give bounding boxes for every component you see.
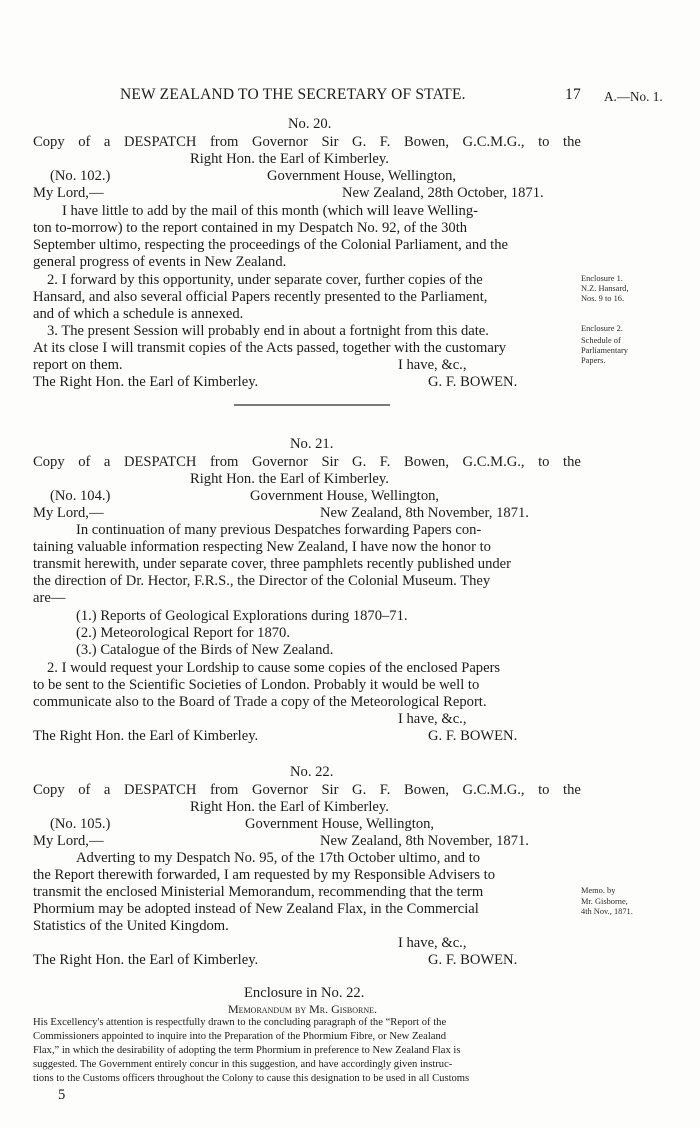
despatch-address-line-2: New Zealand, 8th November, 1871. <box>320 505 529 521</box>
salutation: My Lord,— <box>33 505 104 521</box>
despatch-number: No. 21. <box>290 436 334 452</box>
body-line: Statistics of the United Kingdom. <box>33 918 229 934</box>
despatch-heading: Copy of a DESPATCH from Governor Sir G. F. Bowen, G.C.M.G., to the <box>33 782 581 798</box>
running-title: NEW ZEALAND TO THE SECRETARY OF STATE. <box>120 86 466 103</box>
margin-note: Schedule of <box>581 336 621 345</box>
despatch-recipient: Right Hon. the Earl of Kimberley. <box>190 471 389 487</box>
body-line: report on them. <box>33 357 123 373</box>
body-line: the direction of Dr. Hector, F.R.S., the Director of the Colonial Museum. They <box>33 573 491 589</box>
signature: G. F. BOWEN. <box>428 728 518 744</box>
enclosure-line: suggested. The Government entirely concur in this suggestion, and have accordingly given instruc- <box>33 1059 453 1070</box>
despatch-number: No. 22. <box>290 764 334 780</box>
section-divider <box>234 404 390 406</box>
closing: I have, &c., <box>398 357 467 373</box>
signature: G. F. BOWEN. <box>428 374 518 390</box>
body-line: 2. I forward by this opportunity, under separate cover, further copies of the <box>47 272 483 288</box>
despatch-address-line-2: New Zealand, 28th October, 1871. <box>342 185 544 201</box>
body-line: In continuation of many previous Despatches forwarding Papers con- <box>76 522 482 538</box>
margin-note: Mr. Gisborne, <box>581 897 628 906</box>
margin-note: 4th Nov., 1871. <box>581 907 633 916</box>
despatch-heading: Copy of a DESPATCH from Governor Sir G. F. Bowen, G.C.M.G., to the <box>33 454 581 470</box>
despatch-recipient: Right Hon. the Earl of Kimberley. <box>190 151 389 167</box>
body-line: Adverting to my Despatch No. 95, of the 17th October ultimo, and to <box>76 850 481 866</box>
margin-note: Parliamentary <box>581 346 628 355</box>
list-item: (1.) Reports of Geological Explorations during 1870–71. <box>76 608 408 624</box>
enclosure-line: Flax,” in which the desirability of adopting the term Phormium in preference to New Zealand Flax is <box>33 1045 461 1056</box>
margin-note: Enclosure 1. <box>581 274 623 283</box>
despatch-number: No. 20. <box>288 116 332 132</box>
addressee: The Right Hon. the Earl of Kimberley. <box>33 952 259 968</box>
closing: I have, &c., <box>398 935 467 951</box>
body-line: 2. I would request your Lordship to cause some copies of the enclosed Papers <box>47 660 501 676</box>
body-line: I have little to add by the mail of this month (which will leave Welling- <box>62 203 479 219</box>
margin-note: Memo. by <box>581 886 616 895</box>
addressee: The Right Hon. the Earl of Kimberley. <box>33 728 259 744</box>
margin-note: Papers. <box>581 356 606 365</box>
despatch-heading: Copy of a DESPATCH from Governor Sir G. F. Bowen, G.C.M.G., to the <box>33 134 581 150</box>
body-line: At its close I will transmit copies of the Acts passed, together with the customary <box>33 340 506 356</box>
enclosure-subtitle: Memorandum by Mr. Gisborne. <box>228 1002 378 1016</box>
body-line: ton to-morrow) to the report contained in my Despatch No. 92, of the 30th <box>33 220 468 236</box>
enclosure-line: tions to the Customs officers throughout the Colony to cause this designation to be used in all Customs <box>33 1073 470 1084</box>
enclosure-line: Commissioners appointed to inquire into the Preparation of the Phormium Fibre, or New Zealand <box>33 1031 447 1042</box>
despatch-ref-number: (No. 102.) <box>50 168 111 184</box>
body-line: transmit herewith, under separate cover, three pamphlets recently published under <box>33 556 511 572</box>
page-number: 17 <box>565 86 581 103</box>
despatch-address-line-1: Government House, Wellington, <box>245 816 435 832</box>
margin-note: N.Z. Hansard, <box>581 284 629 293</box>
salutation: My Lord,— <box>33 185 104 201</box>
body-line: are— <box>33 590 66 606</box>
addressee: The Right Hon. the Earl of Kimberley. <box>33 374 259 390</box>
body-line: September ultimo, respecting the proceedings of the Colonial Parliament, and the <box>33 237 508 253</box>
enclosure-title: Enclosure in No. 22. <box>244 985 365 1001</box>
despatch-ref-number: (No. 104.) <box>50 488 111 504</box>
body-line: the Report therewith forwarded, I am requested by my Responsible Advisers to <box>33 867 496 883</box>
body-line: to be sent to the Scientific Societies of London. Probably it would be well to <box>33 677 480 693</box>
margin-note: Nos. 9 to 16. <box>581 294 625 303</box>
body-line: 3. The present Session will probably end in about a fortnight from this date. <box>47 323 489 339</box>
despatch-address-line-1: Government House, Wellington, <box>250 488 440 504</box>
signature: G. F. BOWEN. <box>428 952 518 968</box>
body-line: and of which a schedule is annexed. <box>33 306 244 322</box>
body-line: taining valuable information respecting New Zealand, I have now the honor to <box>33 539 491 555</box>
list-item: (2.) Meteorological Report for 1870. <box>76 625 290 641</box>
closing: I have, &c., <box>398 711 467 727</box>
salutation: My Lord,— <box>33 833 104 849</box>
despatch-recipient: Right Hon. the Earl of Kimberley. <box>190 799 389 815</box>
signature-mark: 5 <box>58 1087 66 1103</box>
body-line: Phormium may be adopted instead of New Zealand Flax, in the Commercial <box>33 901 479 917</box>
document-reference: A.—No. 1. <box>604 89 663 104</box>
despatch-address-line-1: Government House, Wellington, <box>267 168 457 184</box>
body-line: transmit the enclosed Ministerial Memorandum, recommending that the term <box>33 884 484 900</box>
list-item: (3.) Catalogue of the Birds of New Zealand. <box>76 642 334 658</box>
despatch-address-line-2: New Zealand, 8th November, 1871. <box>320 833 529 849</box>
body-line: communicate also to the Board of Trade a copy of the Meteorological Report. <box>33 694 487 710</box>
enclosure-line: His Excellency's attention is respectfully drawn to the concluding paragraph of the “Report of the <box>33 1017 447 1028</box>
despatch-ref-number: (No. 105.) <box>50 816 111 832</box>
margin-note: Enclosure 2. <box>581 324 623 333</box>
body-line: general progress of events in New Zealand. <box>33 254 287 270</box>
body-line: Hansard, and also several official Papers recently presented to the Parliament, <box>33 289 488 305</box>
